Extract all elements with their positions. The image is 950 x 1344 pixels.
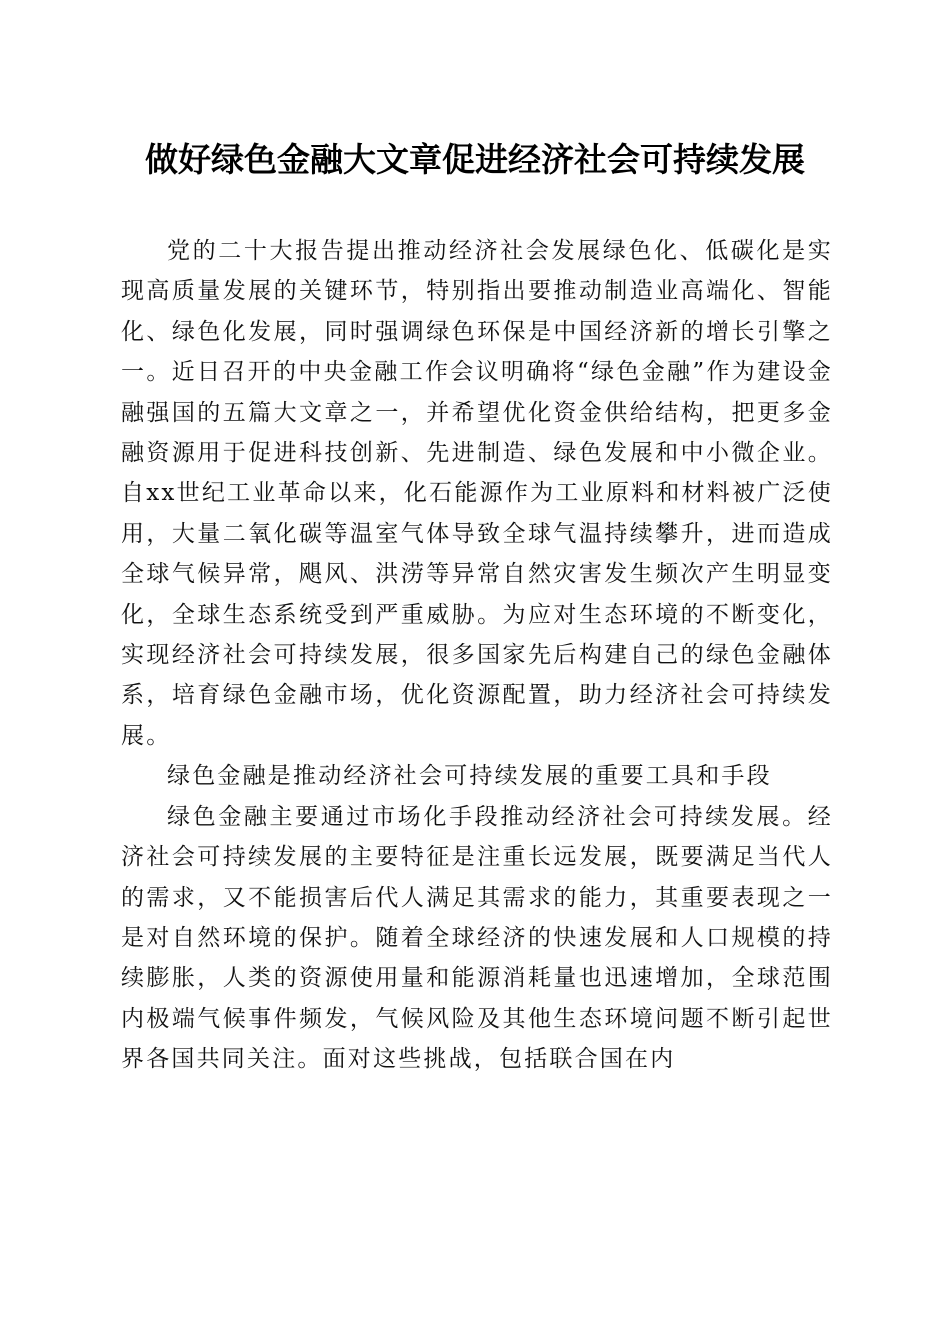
document-body — [121, 231, 833, 1080]
paragraph-intro: 党的二十大报告提出推动经济社会发展绿色化、低碳化是实现高质量发展的关键环节，特别指出要推动制造业高端化、智能化、绿色化发展，同时强调绿色环保是中国经济新的增长引擎之一。近日召开的中央金融工作会议明确将“绿色金融”作为建设金融强国的五篇大文章之一，并希望优化资金供给结构，把更多金融资源用于促进科技创新、先进制造、绿色发展和中小微企业。自xx世纪工业革命以来，化石能源作为工业原料和材料被广泛使用，大量二氧化碳等温室气体导致全球气温持续攀升，进而造成全球气候异常，飓风、洪涝等异常自然灾害发生频次产生明显变化，全球生态系统受到严重威胁。为应对生态环境的不断变化，实现经济社会可持续发展，很多国家先后构建自己的绿色金融体系，培育绿色金融市场，优化资源配置，助力经济社会可持续发展。 — [121, 238, 833, 749]
paragraph-section-body: 绿色金融主要通过市场化手段推动经济社会可持续发展。经济社会可持续发展的主要特征是注重长远发展，既要满足当代人的需求，又不能损害后代人满足其需求的能力，其重要表现之一是对自然环境的保护。随着全球经济的快速发展和人口规模的持续膨胀，人类的资源使用量和能源消耗量也迅速增加，全球范围内极端气候事件频发，气候风险及其他生态环境问题不断引起世界各国共同关注。面对这些挑战，包括联合国在内 — [121, 803, 833, 1073]
section-heading: 绿色金融是推动经济社会可持续发展的重要工具和手段 — [167, 763, 772, 790]
document-title: 做好绿色金融大文章促进经济社会可持续发展 — [145, 140, 805, 179]
